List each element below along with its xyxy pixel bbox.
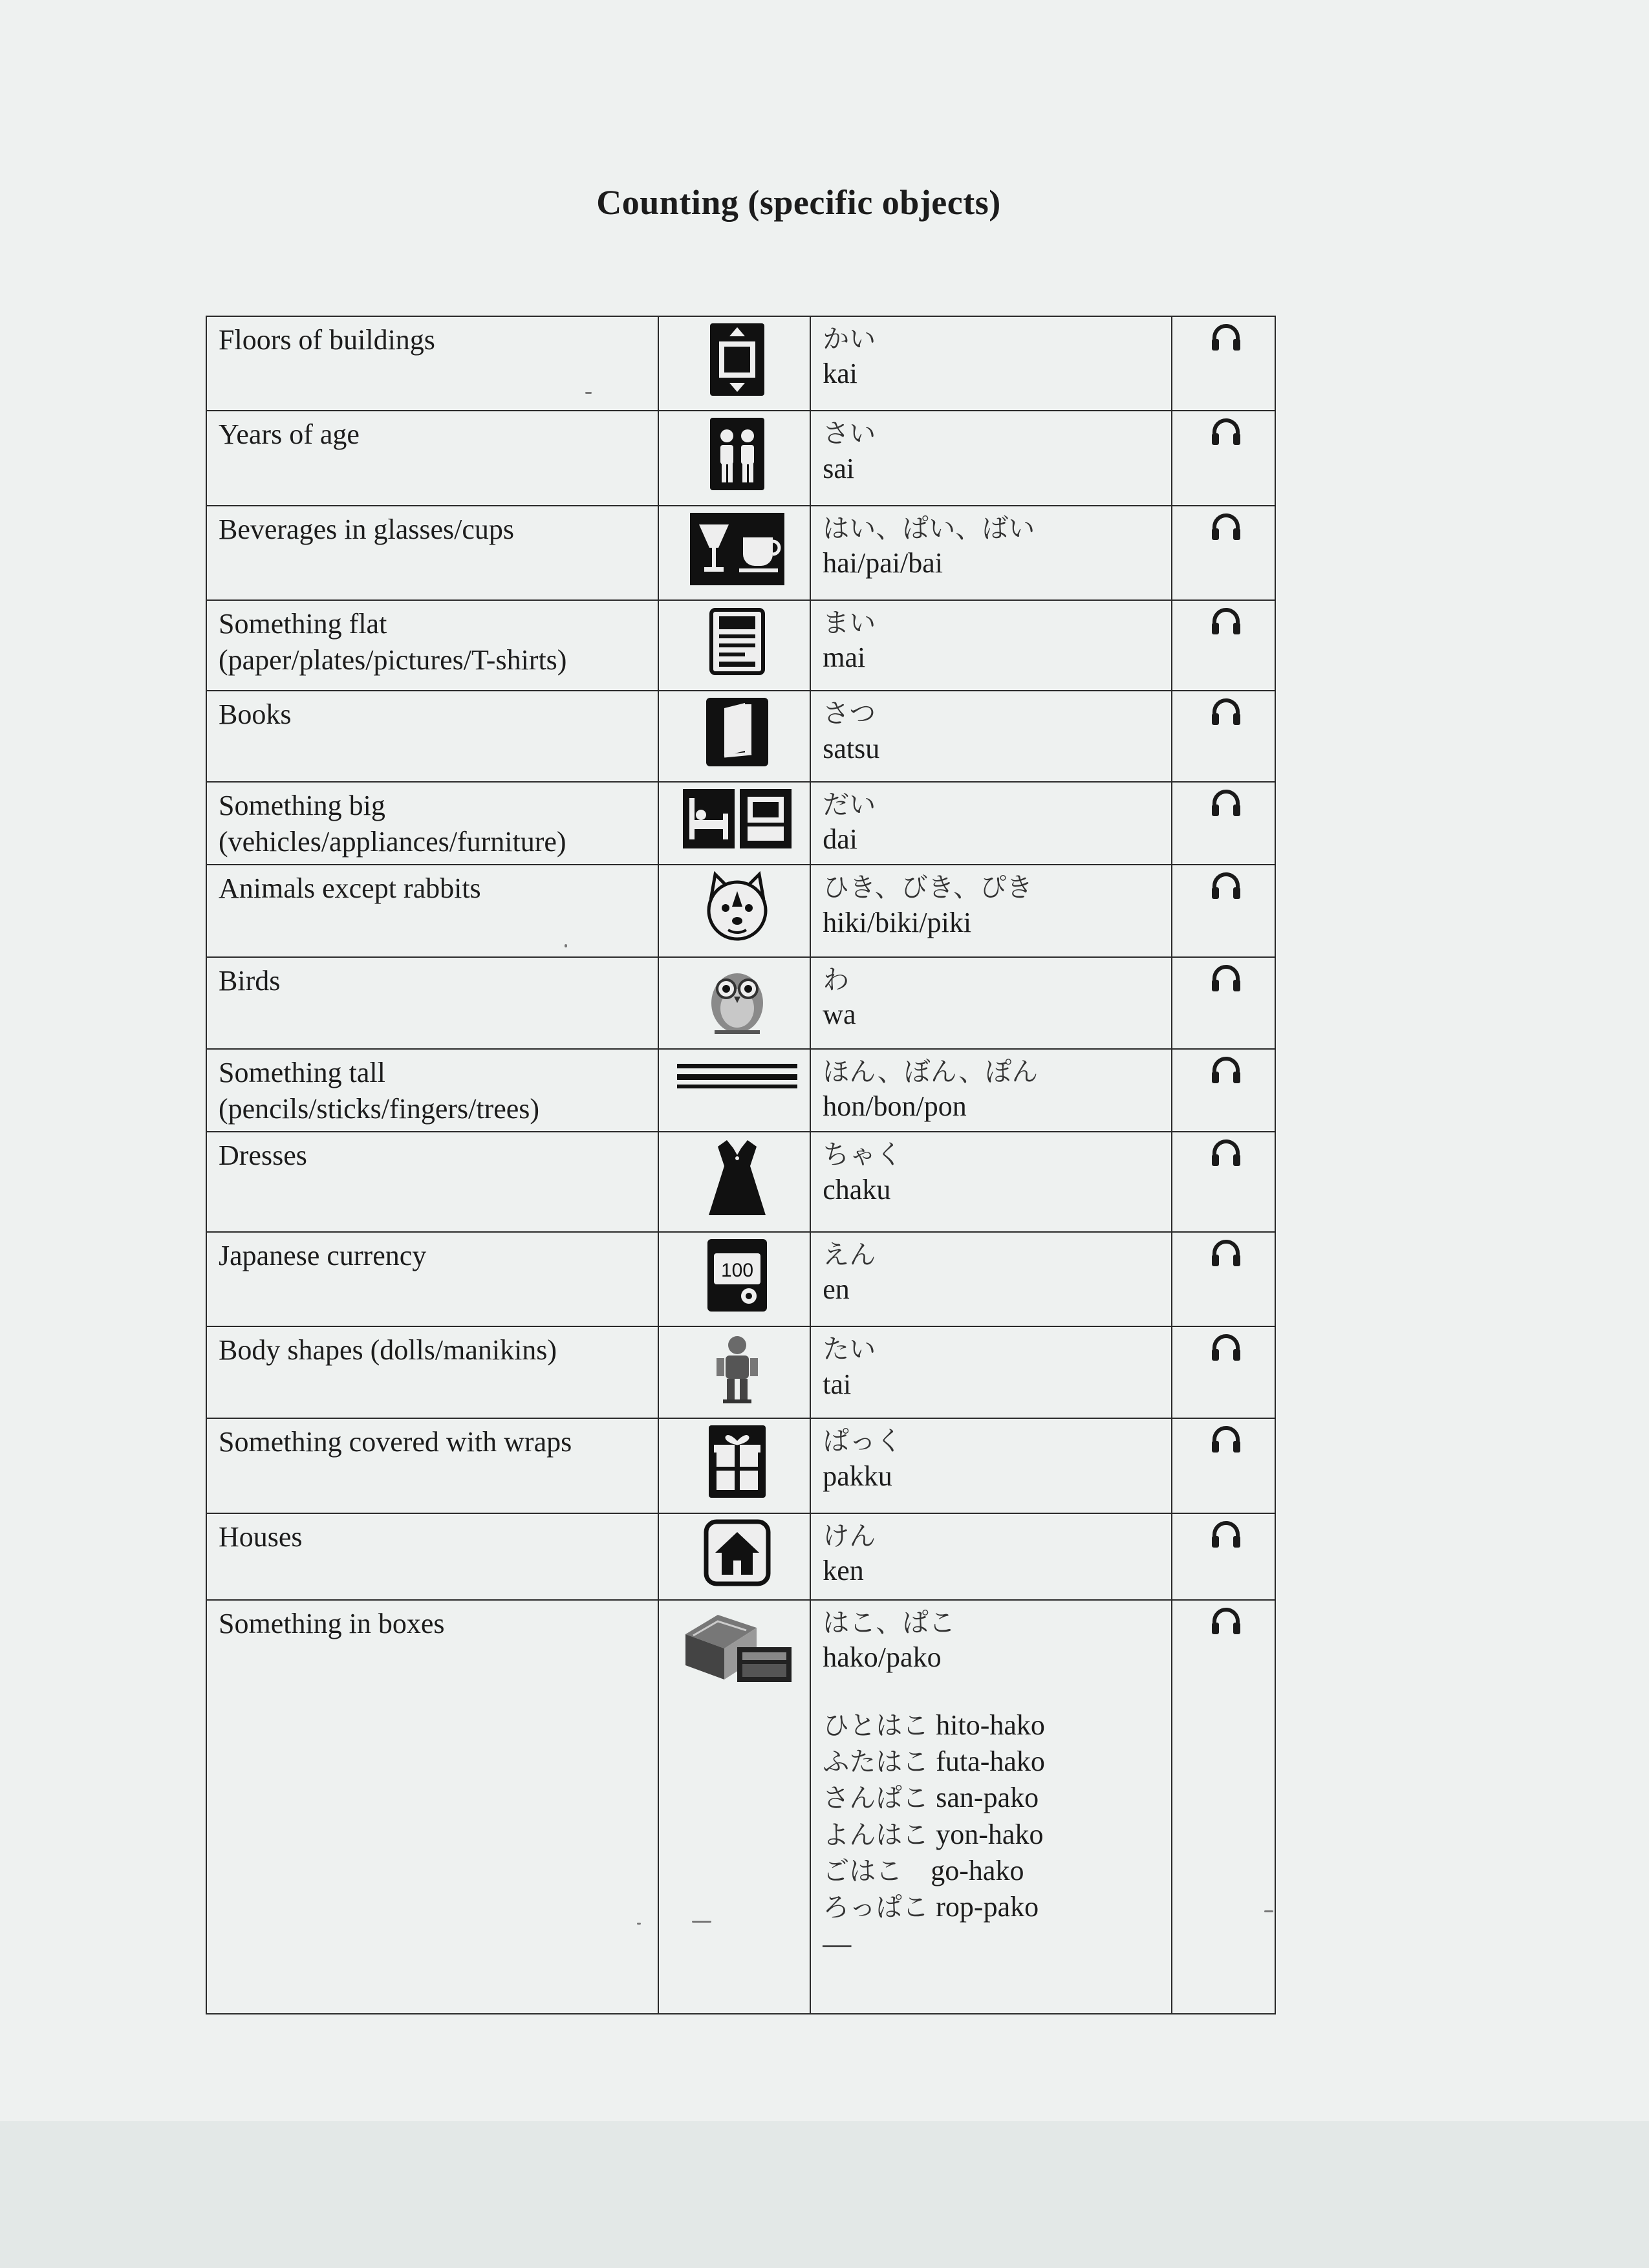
romaji-reading: hon/bon/pon <box>823 1090 967 1123</box>
object-cell: Something in boxes <box>206 1600 658 2014</box>
elevator-icon <box>709 322 766 397</box>
kana-reading: ちゃく <box>823 1139 903 1171</box>
romaji-reading: tai <box>823 1368 852 1400</box>
kana-reading: わ <box>823 964 850 995</box>
table-row <box>206 1600 1275 2014</box>
table-row <box>206 1326 1275 1418</box>
romaji-reading: dai <box>823 823 858 856</box>
object-cell: Animals except rabbits <box>206 865 658 956</box>
table-row <box>206 506 1275 600</box>
romaji-reading: satsu <box>823 732 880 764</box>
object-cell: Dresses <box>206 1132 658 1231</box>
headphones-icon[interactable] <box>1184 1519 1268 1549</box>
table-row <box>206 865 1275 956</box>
coin-icon <box>706 1238 768 1313</box>
list-end-dash: — <box>823 1927 852 1960</box>
romaji-reading: hako/pako <box>823 1641 942 1674</box>
object-cell: Birds <box>206 957 658 1049</box>
object-cell: Something big (vehicles/appliances/furniture) <box>206 782 658 865</box>
romaji-reading: ken <box>823 1555 864 1587</box>
romaji-reading: wa <box>823 998 856 1030</box>
kana-reading: まい <box>823 607 876 638</box>
paper-icon <box>705 606 770 677</box>
scan-margin <box>0 2121 1649 2268</box>
headphones-icon[interactable] <box>1184 1332 1268 1362</box>
object-cell: Japanese currency <box>206 1232 658 1326</box>
house-icon <box>704 1519 771 1586</box>
doll-icon <box>711 1332 763 1405</box>
kana-reading: かい <box>823 323 876 354</box>
headphones-icon[interactable] <box>1184 1055 1268 1085</box>
counter-table <box>206 316 1276 2014</box>
table-row <box>206 1418 1275 1513</box>
kana-reading: さい <box>823 418 876 449</box>
headphones-icon[interactable] <box>1184 1238 1268 1268</box>
object-cell: Floors of buildings <box>206 316 658 411</box>
kana-reading: だい <box>823 788 876 820</box>
object-cell: Houses <box>206 1513 658 1600</box>
headphones-icon[interactable] <box>1184 1138 1268 1167</box>
romaji-reading: chaku <box>823 1173 891 1205</box>
headphones-icon[interactable] <box>1184 963 1268 993</box>
romaji-reading: sai <box>823 452 855 484</box>
headphones-icon[interactable] <box>1184 870 1268 900</box>
coin-value: 100 <box>720 1259 753 1281</box>
boxes-icon <box>679 1608 795 1686</box>
glass-cup-icon <box>689 512 786 587</box>
list-item: よんはこ yon-hako <box>823 1818 1044 1850</box>
kana-reading: ほん、ぼん、ぽん <box>823 1055 1039 1087</box>
object-cell: Books <box>206 691 658 781</box>
headphones-icon[interactable] <box>1184 416 1268 446</box>
dress-icon <box>705 1138 770 1218</box>
headphones-icon[interactable] <box>1184 697 1268 726</box>
box-count-examples <box>823 1707 1165 1962</box>
object-cell: Something flat (paper/plates/pictures/T-shirts) <box>206 600 658 691</box>
romaji-reading: hiki/biki/piki <box>823 906 972 938</box>
table-row <box>206 316 1275 411</box>
kana-reading: けん <box>823 1520 876 1551</box>
scan-speck <box>585 392 592 394</box>
scan-speck <box>692 1921 711 1923</box>
object-cell: Something tall (pencils/sticks/fingers/trees) <box>206 1049 658 1132</box>
owl-icon <box>702 963 773 1035</box>
romaji-reading: pakku <box>823 1460 892 1492</box>
romaji-reading: kai <box>823 358 858 390</box>
list-item: ふたはこ futa-hako <box>823 1745 1045 1778</box>
romaji-reading: en <box>823 1273 850 1306</box>
list-item: ろっぱこ rop-pako <box>823 1891 1039 1923</box>
table-row <box>206 957 1275 1049</box>
scan-speck <box>1264 1910 1273 1912</box>
kana-reading: はい、ぱい、ばい <box>823 512 1035 544</box>
headphones-icon[interactable] <box>1184 322 1268 352</box>
table-row <box>206 691 1275 781</box>
table-row <box>206 1232 1275 1326</box>
kana-reading: はこ、ぱこ <box>823 1607 956 1638</box>
book-icon <box>705 697 770 768</box>
sticks-icon <box>676 1055 799 1094</box>
headphones-icon[interactable] <box>1184 1606 1268 1636</box>
romaji-reading: hai/pai/bai <box>823 547 943 579</box>
kana-reading: ぱっく <box>823 1425 903 1457</box>
object-cell: Something covered with wraps <box>206 1418 658 1513</box>
animal-face-icon <box>700 870 775 943</box>
page-title: Counting (specific objects) <box>596 183 1001 222</box>
romaji-reading: mai <box>823 642 866 674</box>
table-row <box>206 1132 1275 1231</box>
gift-icon <box>707 1424 767 1499</box>
kana-reading: たい <box>823 1334 876 1365</box>
table-row <box>206 1049 1275 1132</box>
headphones-icon[interactable] <box>1184 606 1268 636</box>
headphones-icon[interactable] <box>1184 1424 1268 1454</box>
scan-speck <box>565 944 567 947</box>
headphones-icon[interactable] <box>1184 512 1268 541</box>
table-row <box>206 782 1275 865</box>
kana-reading: ひき、びき、ぴき <box>823 872 1033 903</box>
list-item: ごはこ go-hako <box>823 1855 1024 1887</box>
kana-reading: えん <box>823 1238 876 1270</box>
list-item: ひとはこ hito-hako <box>823 1709 1045 1741</box>
kana-reading: さつ <box>823 698 876 729</box>
scan-speck <box>637 1923 641 1925</box>
furniture-icon <box>682 788 793 850</box>
object-cell: Body shapes (dolls/manikins) <box>206 1326 658 1418</box>
object-cell: Beverages in glasses/cups <box>206 506 658 600</box>
table-row <box>206 600 1275 691</box>
people-icon <box>709 416 766 491</box>
table-row <box>206 1513 1275 1600</box>
object-cell: Years of age <box>206 411 658 505</box>
headphones-icon[interactable] <box>1184 788 1268 817</box>
table-row <box>206 411 1275 505</box>
list-item: さんぱこ san-pako <box>823 1782 1039 1814</box>
